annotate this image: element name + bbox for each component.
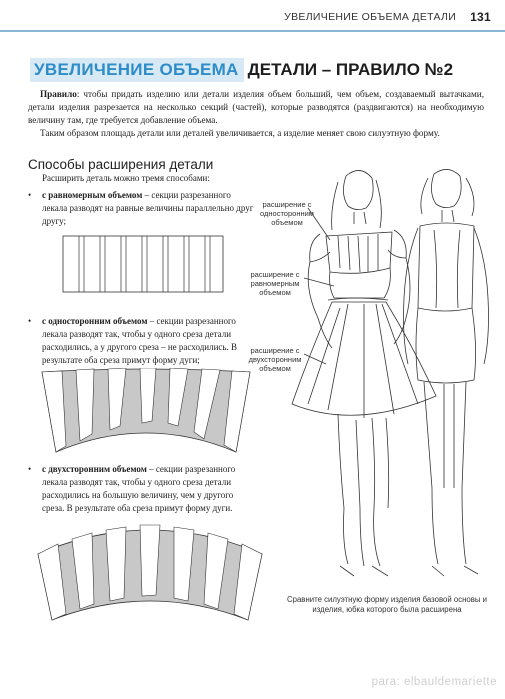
two-sided-expansion-diagram (36, 520, 264, 626)
label-two-sided: расширение с двухсторонним объемом (248, 346, 302, 373)
method-desc: – секции разрезанного лекала разводят на равные величины параллельно друг другу; (42, 190, 254, 226)
label-uniform: расширение с равномерным объемом (250, 270, 300, 297)
intro-text (28, 88, 484, 140)
method-desc: – секции разрезанного лекала разводят так, чтобы у одного среза детали расходились на большую величину, чем у другого среза. В результате оба среза примут форму дуги. (42, 464, 236, 513)
title-rest: ДЕТАЛИ – ПРАВИЛО №2 (247, 60, 454, 79)
section-heading: Способы расширения детали (28, 157, 214, 172)
figure-caption: Сравните силуэтную форму изделия базовой основы и изделия, юбка которого была расширена (287, 595, 487, 614)
figure-flared-dress (292, 170, 436, 576)
page-number: 131 (470, 10, 491, 24)
watermark: para: elbauldemariette (371, 676, 497, 688)
running-header (284, 10, 491, 24)
bullet: • (28, 316, 32, 326)
figure-base-dress (404, 169, 489, 576)
uniform-expansion-diagram (62, 235, 224, 293)
method-name: с двухсторонним объемом (42, 464, 147, 474)
header-rule (0, 30, 505, 32)
one-sided-expansion-diagram (36, 368, 256, 456)
section-subheading: Расширить деталь можно тремя способами: (42, 173, 210, 183)
bullet: • (28, 190, 32, 200)
intro-second-paragraph: Таким образом площадь детали или деталей увеличивается, а изделие меняет свою силуэтную форму. (40, 128, 440, 138)
label-one-sided: расширение с односторонним объемом (260, 200, 314, 227)
header-section: УВЕЛИЧЕНИЕ ОБЪЕМА ДЕТАЛИ (284, 11, 457, 23)
title-highlight: УВЕЛИЧЕНИЕ ОБЪЕМА (30, 58, 244, 82)
method-item-one-sided (28, 315, 256, 367)
rule-paragraph (28, 88, 484, 127)
method-desc: – секции разрезанного лекала разводят так, чтобы у одного среза детали расходились, а у другого среза – не расходились. В результате оба среза примут форму дуги; (42, 316, 237, 365)
method-item-uniform (28, 189, 256, 228)
rule-label: Правило (40, 89, 77, 99)
rule-text: : чтобы придать изделию или детали изделия объем больший, чем объем, создаваемый вытачками, детали изделия разрезается на несколько секций (частей), которые разводятся (раздвигаются) на необходимую величину там, где требуется добавление объема. (28, 89, 484, 125)
method-name: с равномерным объемом (42, 190, 143, 200)
fashion-illustration (268, 168, 498, 588)
bullet: • (28, 464, 32, 474)
page-title (30, 58, 453, 82)
method-name: с односторонним объемом (42, 316, 148, 326)
method-item-two-sided (28, 463, 256, 515)
